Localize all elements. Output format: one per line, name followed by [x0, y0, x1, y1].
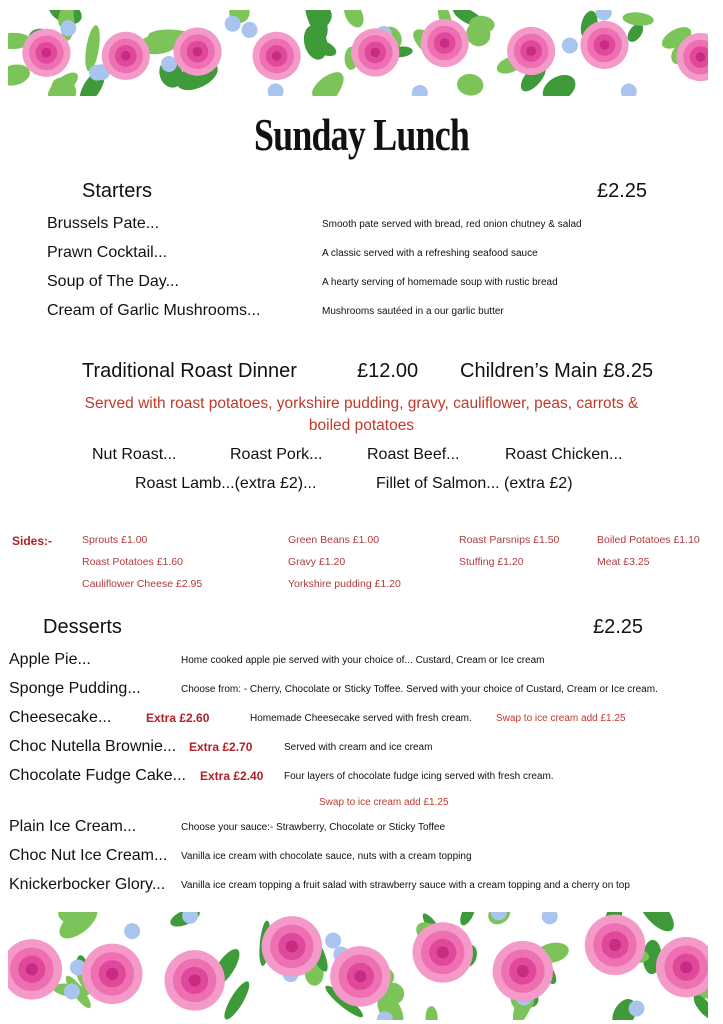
desserts-heading: Desserts — [43, 616, 122, 638]
meat-option: Fillet of Salmon... (extra £2) — [376, 475, 573, 492]
dessert-description: Vanilla ice cream topping a fruit salad with strawberry sauce with a cream topping and a cherry on top — [181, 880, 630, 891]
dessert-description: Served with cream and ice cream — [284, 742, 433, 753]
blossom-icon — [562, 37, 578, 53]
dessert-extra-price: Extra £2.60 — [146, 711, 210, 725]
dessert-name: Cheesecake... — [9, 709, 112, 726]
side-item: Roast Potatoes £1.60 — [82, 556, 183, 568]
blossom-icon — [412, 85, 428, 96]
blossom-icon — [124, 923, 140, 939]
rose-icon — [656, 937, 708, 997]
meat-option: Roast Pork... — [230, 446, 323, 463]
leaf-icon — [340, 10, 367, 31]
roast-price: £12.00 — [357, 360, 419, 382]
dessert-description: Choose your sauce:- Strawberry, Chocolate or Sticky Toffee — [181, 822, 446, 833]
dessert-description: Four layers of chocolate fudge icing served with fresh cream. — [284, 771, 554, 782]
rose-icon — [262, 916, 322, 976]
blossom-icon — [621, 84, 637, 96]
side-item: Green Beans £1.00 — [288, 534, 380, 546]
side-item: Sprouts £1.00 — [82, 534, 148, 546]
rose-icon — [173, 28, 221, 76]
starter-description: Mushrooms sautéed in a our garlic butter — [322, 306, 504, 317]
starter-name: Brussels Pate... — [47, 215, 160, 232]
leaf-icon — [425, 1006, 438, 1020]
rose-icon — [164, 950, 224, 1010]
leaf-icon — [457, 912, 479, 927]
rose-icon — [82, 944, 142, 1004]
side-item: Stuffing £1.20 — [459, 556, 524, 568]
rose-icon — [580, 21, 628, 69]
blossom-icon — [242, 22, 258, 38]
rose-icon — [412, 922, 472, 982]
dessert-description: Vanilla ice cream with chocolate sauce, nuts with a cream topping — [181, 851, 472, 862]
starters-price: £2.25 — [597, 180, 648, 202]
dessert-extra-price: Extra £2.70 — [189, 740, 253, 754]
blossom-icon — [225, 16, 241, 32]
sides-label: Sides:- — [12, 534, 53, 548]
meat-option: Roast Beef... — [367, 446, 460, 463]
leaf-icon — [456, 72, 485, 96]
side-item: Cauliflower Cheese £2.95 — [82, 578, 203, 590]
starter-description: A hearty serving of homemade soup with rustic bread — [322, 277, 558, 288]
rose-icon — [102, 32, 150, 80]
dessert-description: Choose from: - Cherry, Chocolate or Sticky Toffee. Served with your choice of Custard, Cream or Ice cream. — [181, 684, 658, 695]
blossom-icon — [325, 933, 341, 949]
starter-name: Cream of Garlic Mushrooms... — [47, 302, 261, 319]
blossom-icon — [596, 10, 612, 20]
blossom-icon — [542, 912, 558, 924]
dessert-name: Choc Nutella Brownie... — [9, 738, 177, 755]
roast-served-with-2: boiled potatoes — [308, 417, 415, 434]
side-item: Yorkshire pudding £1.20 — [288, 578, 401, 590]
starter-description: Smooth pate served with bread, red onion chutney & salad — [322, 219, 582, 230]
dessert-name: Knickerbocker Glory... — [9, 876, 166, 893]
rose-icon — [585, 915, 645, 975]
roast-heading: Traditional Roast Dinner — [82, 360, 297, 382]
meat-option: Roast Chicken... — [505, 446, 623, 463]
starters-heading: Starters — [82, 180, 153, 202]
rose-icon — [351, 28, 399, 76]
dessert-description: Home cooked apple pie served with your choice of... Custard, Cream or Ice cream — [181, 655, 545, 666]
rose-icon — [330, 946, 390, 1006]
rose-icon — [22, 29, 70, 77]
rose-border-top — [8, 10, 708, 96]
dessert-description: Homemade Cheesecake served with fresh cream. — [250, 713, 472, 724]
starter-name: Prawn Cocktail... — [47, 244, 168, 261]
swap-note: Swap to ice cream add £1.25 — [319, 797, 449, 808]
side-item: Meat £3.25 — [597, 556, 650, 568]
page-title: Sunday Lunch — [253, 109, 470, 160]
dessert-name: Sponge Pudding... — [9, 680, 141, 697]
dessert-name: Plain Ice Cream... — [9, 818, 137, 835]
side-item: Boiled Potatoes £1.10 — [597, 534, 700, 546]
blossom-icon — [60, 20, 76, 36]
childrens-main: Children’s Main £8.25 — [460, 360, 654, 382]
swap-note: Swap to ice cream add £1.25 — [496, 713, 626, 724]
meat-option: Nut Roast... — [92, 446, 177, 463]
desserts-price: £2.25 — [593, 616, 644, 638]
side-item: Gravy £1.20 — [288, 556, 346, 568]
dessert-extra-price: Extra £2.40 — [200, 769, 264, 783]
meat-option: Roast Lamb...(extra £2)... — [135, 475, 317, 492]
leaf-icon — [622, 11, 654, 27]
starter-name: Soup of The Day... — [47, 273, 179, 290]
starter-description: A classic served with a refreshing seafood sauce — [322, 248, 538, 259]
roast-served-with: Served with roast potatoes, yorkshire pudding, gravy, cauliflower, peas, carrots & — [84, 395, 639, 412]
dessert-name: Apple Pie... — [9, 651, 91, 668]
dessert-name: Chocolate Fudge Cake... — [9, 767, 186, 784]
blossom-icon — [629, 1001, 645, 1017]
rose-icon — [421, 19, 469, 67]
rose-icon — [493, 941, 553, 1001]
dessert-name: Choc Nut Ice Cream... — [9, 847, 168, 864]
rose-border-bottom — [8, 912, 708, 1020]
rose-icon — [507, 27, 555, 75]
rose-icon — [253, 32, 301, 80]
leaf-icon — [220, 978, 253, 1020]
blossom-icon — [268, 83, 284, 96]
side-item: Roast Parsnips £1.50 — [459, 534, 560, 546]
blossom-icon — [64, 984, 80, 1000]
